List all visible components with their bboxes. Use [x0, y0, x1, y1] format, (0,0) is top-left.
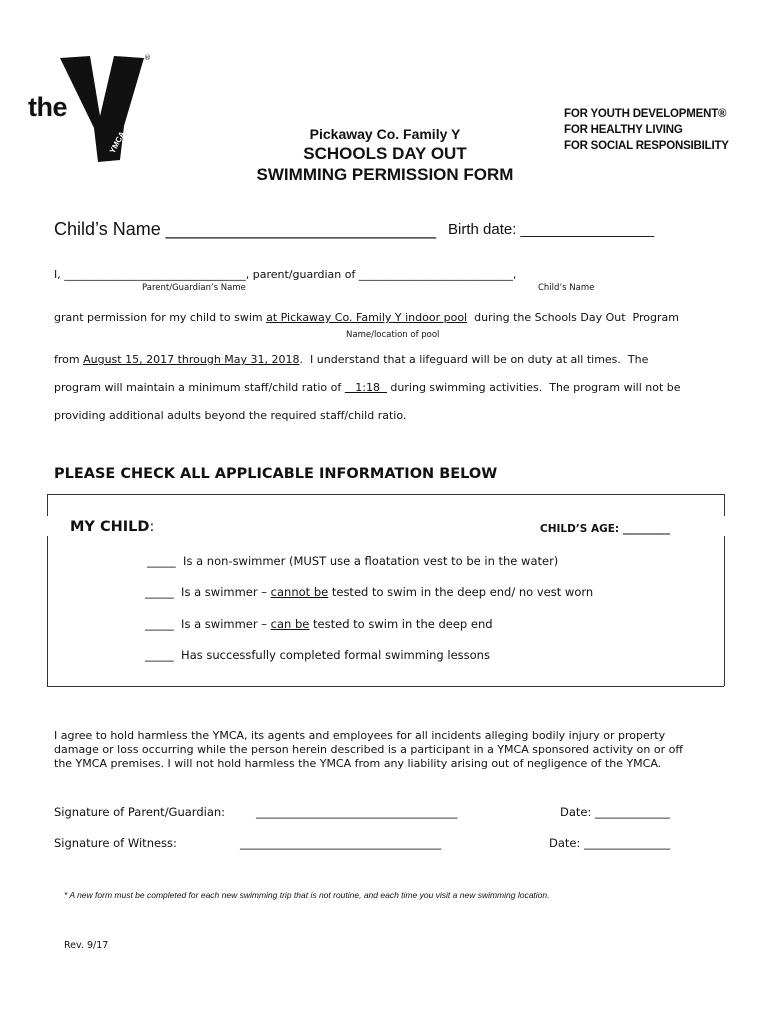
option-text: Is a non-swimmer (MUST use a floatation vest to be in the water) [175, 554, 559, 568]
org-name: Pickaway Co. Family Y [309, 126, 461, 142]
pool-location-caption: Name/location of pool [346, 330, 440, 340]
option-underlined: cannot be [270, 585, 329, 599]
form-title-2: SWIMMING PERMISSION FORM [256, 165, 514, 184]
option-text: Is a swimmer – [173, 617, 271, 631]
permission-pre: grant permission for my child to swim [54, 311, 267, 324]
revision-label: Rev. 9/17 [64, 940, 109, 951]
option-swimmer-no-test[interactable] [145, 585, 593, 599]
form-title-1: SCHOOLS DAY OUT [303, 144, 467, 163]
ratio-value: 1:18 [344, 381, 387, 394]
ratio-sentence [54, 381, 681, 394]
witness-signature-line[interactable]: ___________________________________ [240, 836, 442, 850]
option-swimmer-test[interactable] [145, 617, 493, 631]
my-child-label [70, 519, 154, 535]
option-blank[interactable]: _____ [145, 585, 174, 599]
date-range: August 15, 2017 through May 31, 2018 [83, 353, 300, 366]
box-right-border-bottom [724, 536, 725, 686]
witness-date-field[interactable]: Date: _______________ [549, 836, 671, 850]
footnote: * A new form must be completed for each new swimming trip that is not routine, and each time you visit a new swimming location. [64, 890, 550, 900]
box-bottom-border [47, 686, 724, 687]
dates-post: . I understand that a lifeguard will be on duty at all times. The [299, 353, 649, 366]
option-blank[interactable]: _____ [145, 648, 174, 662]
parent-signature-label: Signature of Parent/Guardian: [54, 805, 226, 819]
parent-date-field[interactable]: Date: _____________ [560, 805, 670, 819]
option-text-post: tested to swim in the deep end [309, 617, 493, 631]
tagline-youth: FOR YOUTH DEVELOPMENT® [564, 108, 727, 120]
option-text-post: tested to swim in the deep end/ no vest worn [328, 585, 594, 599]
box-left-border-top [47, 494, 48, 516]
childs-name-field[interactable]: Child’s Name ___________________________ [54, 219, 436, 239]
release-line-3: the YMCA premises. I will not hold harmless the YMCA from any liability arising out of negligence of the YMCA. [54, 757, 662, 770]
guardian-name-caption: Parent/Guardian’s Name [142, 283, 246, 293]
dates-pre: from [54, 353, 84, 366]
childs-age-field[interactable]: CHILD’S AGE: _________ [540, 523, 671, 535]
tagline-social: FOR SOCIAL RESPONSIBILITY [564, 140, 729, 152]
option-blank[interactable]: _____ [145, 617, 174, 631]
permission-post: during the Schools Day Out Program [467, 311, 679, 324]
option-text: Has successfully completed formal swimming lessons [173, 648, 490, 662]
release-line-2: damage or loss occurring while the person herein described is a participant in a YMCA sponsored activity on or off [54, 743, 683, 756]
box-top-border [47, 494, 724, 495]
guardian-line[interactable]: I, _________________________________, parent/guardian of ____________________________, [54, 268, 517, 281]
date-range-sentence [54, 353, 648, 366]
permission-sentence [54, 311, 679, 324]
option-blank[interactable]: _____ [147, 554, 176, 568]
ratio-post: during swimming activities. The program will not be [386, 381, 681, 394]
birth-date-field[interactable]: Birth date: ________________ [448, 221, 655, 238]
child-name-caption: Child’s Name [538, 283, 595, 293]
section-heading: PLEASE CHECK ALL APPLICABLE INFORMATION BELOW [54, 466, 498, 482]
ratio-pre: program will maintain a minimum staff/child ratio of [54, 381, 345, 394]
ratio-sentence-2: providing additional adults beyond the required staff/child ratio. [54, 409, 407, 422]
registered-mark: ® [144, 54, 151, 62]
ymca-mark-text: YMCA [107, 129, 127, 155]
my-child-text: MY CHILD [70, 519, 150, 535]
witness-signature-label: Signature of Witness: [54, 836, 177, 850]
pool-location: at Pickaway Co. Family Y indoor pool [266, 311, 468, 324]
option-underlined: can be [270, 617, 310, 631]
box-left-border-bottom [47, 536, 48, 686]
option-non-swimmer[interactable] [147, 554, 558, 568]
option-text: Is a swimmer – [173, 585, 271, 599]
parent-signature-line[interactable]: ___________________________________ [256, 805, 458, 819]
box-right-border-top [724, 494, 725, 516]
my-child-colon: : [149, 519, 155, 535]
release-line-1: I agree to hold harmless the YMCA, its agents and employees for all incidents alleging bodily injury or property [54, 729, 666, 742]
logo-the-text: the [28, 92, 67, 122]
option-lessons[interactable] [145, 648, 490, 662]
tagline-healthy: FOR HEALTHY LIVING [564, 124, 683, 136]
